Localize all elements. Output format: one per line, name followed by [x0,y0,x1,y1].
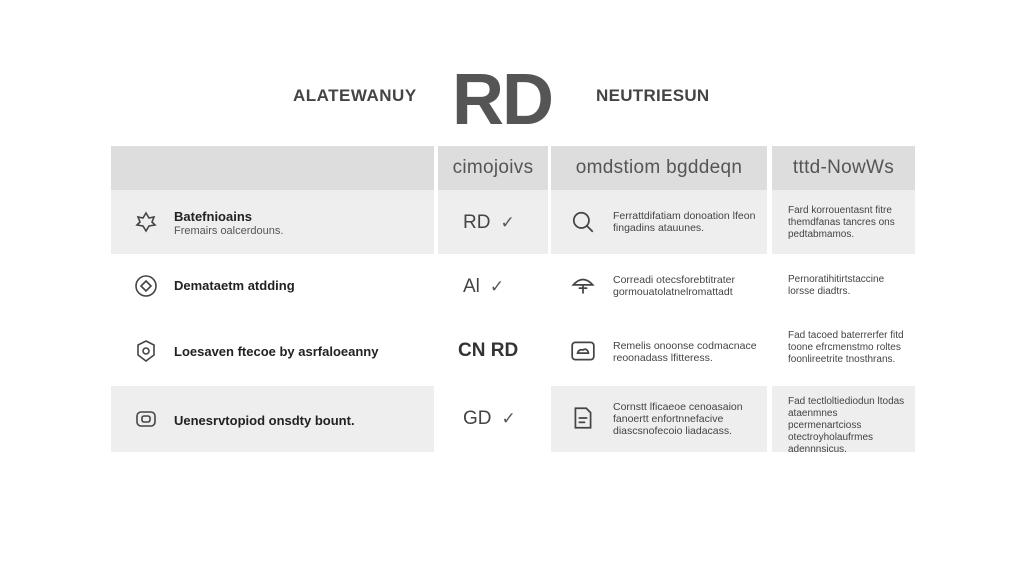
status-value: Al [463,276,480,297]
column-header-features [111,146,434,190]
note-text: Fard korrouentasnt fitre themdfanas tancres ons pedtabmamos. [788,205,895,240]
note-text: Fad tectloltiediodun ltodas ataenmnes pcermenartcioss otectroyholaufrmes adennnsicus. [788,396,905,455]
checkmark-icon: ✓ [500,213,515,232]
checkmark-icon: ✓ [489,277,505,296]
leaf-icon [133,209,159,235]
feature-title: Uenesrvtopiod onsdty bount. [174,413,355,428]
target-icon [133,273,159,299]
header-right-label: NEUTRIESUN [596,86,710,105]
feature-subtitle: Fremairs oalcerdouns. [174,225,284,237]
table-row[interactable] [111,386,434,452]
description-text: Remelis onoonse codmacnace reoonadass lfitteress. [613,340,757,364]
status-cell [438,386,548,452]
umbrella-icon [569,272,597,300]
table-row[interactable] [111,254,434,318]
feature-title: Batefnioains [174,209,253,224]
status-value: RD [463,212,491,233]
description-text: Ferrattdifatiam donoation lfeon fingadins atauunes. [613,210,756,234]
brand-logo: RD [452,60,552,140]
note-cell [772,190,915,254]
feature-title: Loesaven ftecoe by asrfaloeanny [174,344,379,359]
column-header-description[interactable]: omdstiom bgddeqn [551,146,767,190]
note-cell [772,318,915,384]
cloud-icon [569,337,597,365]
document-icon [569,404,597,432]
status-cell [438,254,548,318]
description-cell [551,318,767,384]
feature-title: Demataetm atdding [174,278,295,293]
description-cell [551,386,767,452]
column-header-status[interactable]: cimojoivs [438,146,548,190]
shield-icon [133,338,159,364]
description-text: Correadi otecsforebtitrater gormouatolatnelromattadt [613,274,735,298]
checkmark-icon: ✓ [501,409,516,428]
table-row[interactable] [111,318,434,384]
chip-icon [133,406,159,432]
description-text: Cornstt lficaeoe cenoasaion fanoertt enfortnnefacive diascsnofecoio liadacass. [613,401,743,437]
status-value: GD [463,408,492,429]
note-text: Fad tacoed baterrerfer fitd toone efrcmenstmo roltes foonlireetrite tnosthrans. [788,330,904,365]
status-cell [438,190,548,254]
note-cell [772,386,915,455]
status-cell [438,318,548,384]
status-value: CN RD [458,340,519,361]
search-icon [569,208,597,236]
description-cell [551,190,767,254]
table-row[interactable] [111,190,434,254]
note-cell [772,254,915,318]
note-text: Pernoratihitirtstaccine lorsse diadtrs. [788,274,885,297]
comparison-table [111,146,915,454]
description-cell [551,254,767,318]
column-header-notes[interactable]: tttd-NowWs [772,146,915,190]
header-left-label: ALATEWANUY [293,86,417,105]
